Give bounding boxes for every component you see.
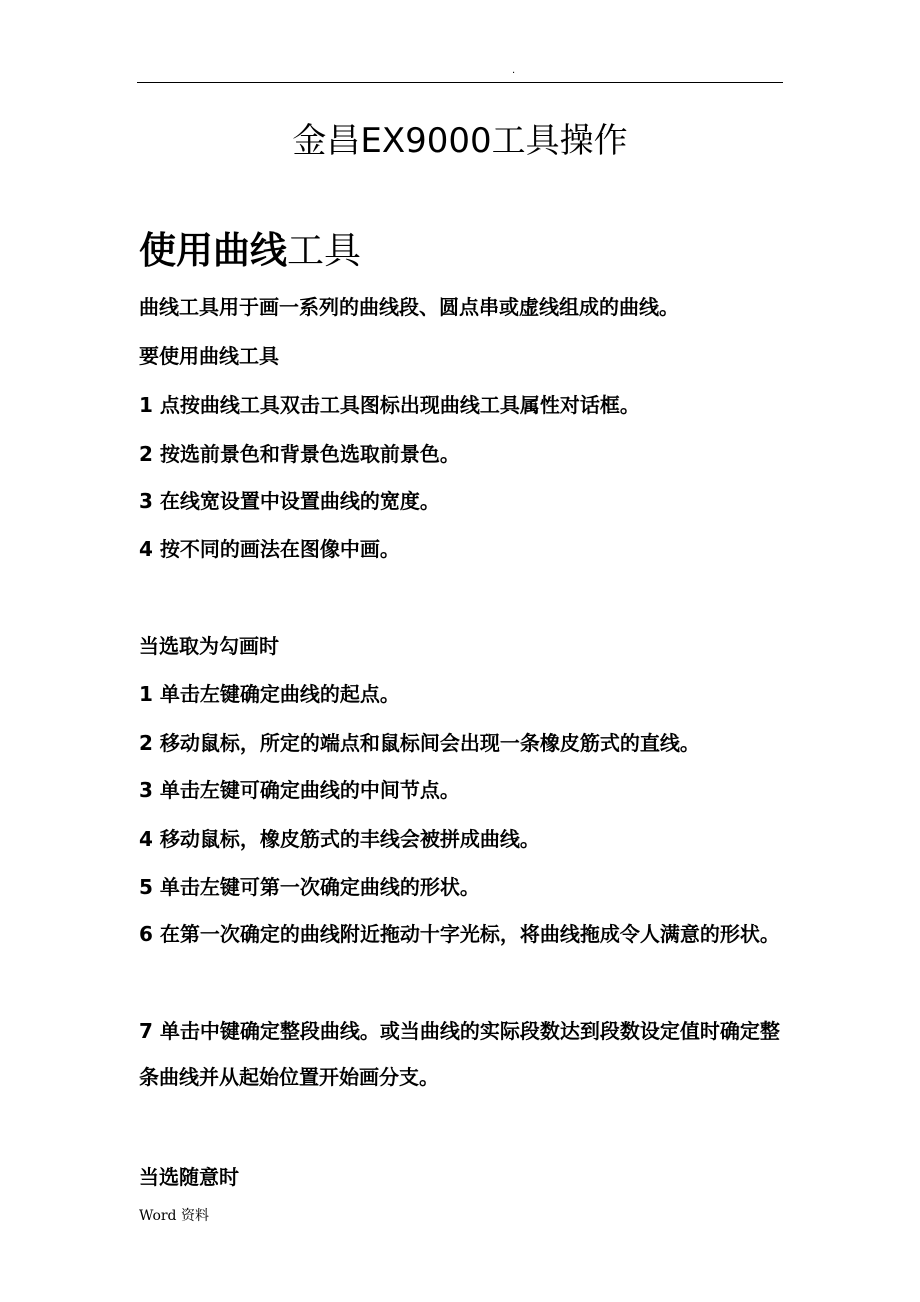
sketch-step-3: 3 单击左键可确定曲线的中间节点。 bbox=[139, 778, 460, 802]
sketch-step-2: 2 移动鼠标，所定的端点和鼠标间会出现一条橡皮筋式的直线。 bbox=[139, 731, 700, 755]
footer-label: Word 资料 bbox=[139, 1208, 209, 1224]
step-2: 2 按选前景色和背景色选取前景色。 bbox=[139, 442, 460, 466]
sketch-step-6: 6 在第一次确定的曲线附近拖动十字光标，将曲线拖成令人满意的形状。 bbox=[139, 922, 780, 946]
section-heading bbox=[139, 226, 361, 276]
sketch-step-5: 5 单击左键可第一次确定曲线的形状。 bbox=[139, 875, 480, 899]
usage-heading: 要使用曲线工具 bbox=[139, 344, 279, 368]
header-rule bbox=[137, 82, 783, 83]
document-title: 金昌EX9000工具操作 bbox=[292, 121, 628, 161]
intro-paragraph: 曲线工具用于画一系列的曲线段、圆点串或虚线组成的曲线。 bbox=[139, 295, 679, 319]
section-heading-light: 工具 bbox=[287, 229, 361, 272]
sketch-step-4: 4 移动鼠标，橡皮筋式的丰线会被拼成曲线。 bbox=[139, 827, 540, 851]
step-4: 4 按不同的画法在图像中画。 bbox=[139, 537, 400, 561]
step-1: 1 点按曲线工具双击工具图标出现曲线工具属性对话框。 bbox=[139, 393, 640, 417]
step-3: 3 在线宽设置中设置曲线的宽度。 bbox=[139, 489, 440, 513]
sketch-step-1: 1 单击左键确定曲线的起点。 bbox=[139, 682, 400, 706]
sketch-step-7: 7 单击中键确定整段曲线。或当曲线的实际段数达到段数设定值时确定整条曲线并从起始位置开始画分支。 bbox=[139, 1019, 780, 1089]
sketch-heading: 当选取为勾画时 bbox=[139, 634, 279, 658]
header-marker: . bbox=[512, 65, 516, 76]
freehand-heading: 当选随意时 bbox=[139, 1165, 239, 1189]
section-heading-bold: 使用曲线 bbox=[139, 229, 287, 272]
